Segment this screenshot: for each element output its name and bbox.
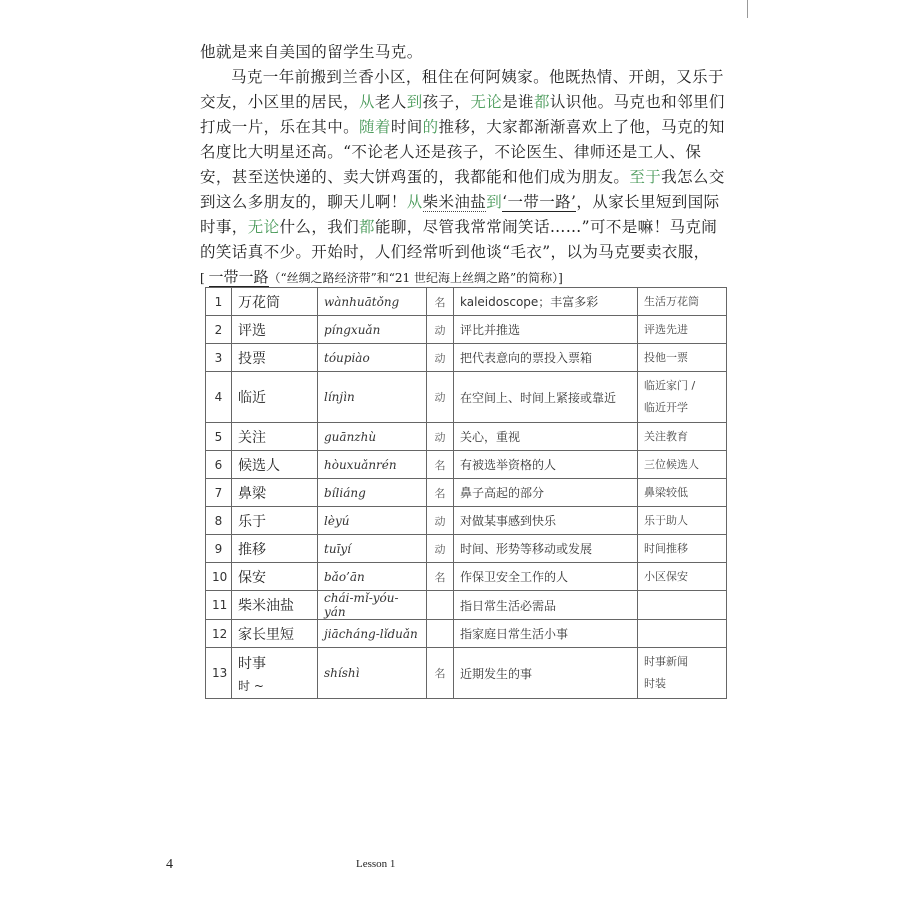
vocab-example (638, 372, 727, 423)
row-number-text: 10 (212, 569, 228, 584)
vocab-pinyin-text: bíliáng (324, 485, 366, 500)
grammar-highlight: 的 (422, 118, 439, 136)
grammar-highlight: 随着 (359, 118, 391, 136)
grammar-highlight: 无论 (247, 218, 280, 236)
vocab-part-of-speech (427, 479, 454, 507)
vocab-pinyin (318, 535, 427, 563)
vocab-part-of-speech (427, 316, 454, 344)
vocab-example (638, 535, 727, 563)
vocab-word-text: 投票 (238, 350, 266, 367)
table-row (206, 535, 727, 563)
row-number-text: 1 (214, 294, 223, 309)
table-row (206, 507, 727, 535)
vocab-pinyin (318, 423, 427, 451)
table-row (206, 479, 727, 507)
vocab-pinyin (318, 451, 427, 479)
vocab-part-of-speech-text: 动 (434, 430, 446, 444)
table-row (206, 648, 727, 699)
table-row (206, 316, 727, 344)
vocab-word (232, 535, 318, 563)
table-row (206, 591, 727, 620)
row-number (206, 479, 232, 507)
footnote: [ 一带一路（“丝绸之路经济带”和“21 世纪海上丝绸之路”的简称）] (200, 268, 563, 286)
vocab-part-of-speech-text: 动 (434, 351, 446, 365)
vocab-pinyin-text: tuīyí (324, 541, 352, 556)
vocab-definition-text: kaleidoscope；丰富多彩 (460, 295, 599, 309)
vocab-definition-text: 在空间上、时间上紧接或靠近 (460, 390, 617, 405)
vocab-definition (454, 423, 638, 451)
vocab-pinyin-text: guānzhù (324, 429, 377, 444)
table-row (206, 451, 727, 479)
text-run: 我怎么交到这么多朋友的，聊天儿啊！ (200, 168, 725, 211)
row-number (206, 451, 232, 479)
vocab-example-text: 鼻梁较低 (644, 485, 688, 499)
vocab-pinyin (318, 620, 427, 648)
vocab-example (638, 344, 727, 372)
vocab-part-of-speech (427, 423, 454, 451)
vocab-pinyin-text: tóupiào (324, 350, 370, 365)
vocab-definition (454, 451, 638, 479)
vocab-part-of-speech (427, 620, 454, 648)
text-run: ，从家长里短到国际时事， (200, 193, 720, 236)
vocab-definition-text: 把代表意向的票投入票箱 (460, 351, 593, 365)
row-number-text: 7 (214, 485, 223, 500)
vocab-pinyin-text: wànhuātǒng (324, 294, 400, 309)
vocab-word-text: 鼻梁 (238, 485, 266, 502)
vocab-definition-text: 有被选举资格的人 (460, 458, 557, 472)
text-run: 孩子， (422, 93, 471, 111)
vocab-word-variant: 时 ~ (238, 678, 264, 693)
vocab-definition (454, 648, 638, 699)
row-number-text: 12 (212, 626, 228, 641)
lesson-label: Lesson 1 (356, 858, 396, 870)
vocab-pinyin (318, 591, 427, 620)
vocab-term-dotted: 柴米油盐 (422, 193, 487, 211)
grammar-highlight: 都 (533, 93, 550, 111)
vocab-word (232, 316, 318, 344)
table-row (206, 372, 727, 423)
vocab-word-text: 保安 (238, 569, 266, 586)
text-run: 马克一年前搬到兰香小区，租住在何阿姨家。他既热情、开朗，又乐于交友，小区里的居民， (200, 68, 724, 111)
vocab-word (232, 451, 318, 479)
vocab-definition (454, 507, 638, 535)
vocab-example (638, 423, 727, 451)
table-row (206, 620, 727, 648)
text-run: 推移，大家都渐渐喜欢上了他，马克的知名度比大明星还高。“不论老人还是孩子，不论医生、律师还是工人、保安，甚至送快递的、卖大饼鸡蛋的，我都能和他们成为朋友。 (200, 118, 725, 186)
row-number (206, 372, 232, 423)
vocab-word-text: 候选人 (238, 457, 280, 474)
vocab-example-text: 乐于助人 (644, 513, 688, 527)
row-number-text: 6 (214, 457, 223, 472)
vocab-example-text: 小区保安 (644, 569, 688, 583)
vocab-example-text: 评选先进 (644, 322, 688, 336)
vocab-pinyin-text: lèyú (324, 513, 350, 528)
vocab-pinyin (318, 316, 427, 344)
grammar-highlight: 至于 (629, 168, 662, 186)
vocabulary-table-body (206, 288, 727, 699)
vocab-pinyin-text: bǎo’ān (324, 569, 365, 584)
text-run: 老人 (374, 93, 407, 111)
row-number (206, 535, 232, 563)
vocab-part-of-speech (427, 344, 454, 372)
vocab-word (232, 372, 318, 423)
vocab-pinyin-text: línjìn (324, 390, 355, 404)
vocab-part-of-speech-text: 名 (434, 486, 446, 500)
vocab-word-text: 临近 (238, 390, 266, 406)
vocab-word-text: 时事 (238, 655, 266, 672)
passage (200, 40, 730, 291)
vocab-definition (454, 288, 638, 316)
vocab-part-of-speech-text: 动 (434, 514, 446, 528)
row-number (206, 316, 232, 344)
vocab-part-of-speech (427, 372, 454, 423)
vocab-definition-text: 时间、形势等移动或发展 (460, 542, 593, 556)
vocab-pinyin (318, 563, 427, 591)
vocab-definition-text: 指日常生活必需品 (460, 598, 557, 613)
vocab-definition (454, 479, 638, 507)
vocab-pinyin-text: jiācháng-lǐduǎn (324, 626, 418, 641)
vocab-example (638, 288, 727, 316)
grammar-highlight: 从 (406, 193, 423, 211)
vocab-word (232, 423, 318, 451)
vocab-part-of-speech (427, 591, 454, 620)
grammar-highlight: 从 (359, 93, 375, 111)
row-number-text: 3 (214, 350, 223, 365)
row-number (206, 620, 232, 648)
vocab-part-of-speech-text: 动 (434, 323, 446, 337)
vocab-example (638, 479, 727, 507)
vocab-pinyin-text: píngxuǎn (324, 322, 381, 337)
passage-paragraph-2 (200, 65, 730, 265)
vocab-word-text: 万花筒 (238, 294, 280, 311)
text-run: 认识他。马克也和邻里们打成一片，乐在其中。 (200, 93, 725, 136)
vocab-pinyin (318, 288, 427, 316)
vocab-part-of-speech-text: 动 (434, 391, 446, 404)
vocab-pinyin (318, 479, 427, 507)
grammar-highlight: 到 (406, 93, 423, 111)
vocab-example (638, 507, 727, 535)
text-run: 什么，我们 (279, 218, 360, 236)
vocab-example-text: 临近家门 / (644, 379, 696, 392)
table-row (206, 423, 727, 451)
vocab-word-text: 柴米油盐 (238, 598, 294, 614)
passage-paragraph-1: 他就是来自美国的留学生马克。 (200, 43, 423, 61)
vocab-part-of-speech (427, 648, 454, 699)
row-number (206, 344, 232, 372)
vocab-pinyin-text: shíshì (324, 666, 360, 680)
vocab-example-text: 投他一票 (644, 350, 688, 364)
vocab-example (638, 563, 727, 591)
vocab-part-of-speech-text: 名 (434, 458, 446, 472)
vocab-word (232, 563, 318, 591)
vocab-definition-text: 鼻子高起的部分 (460, 486, 545, 500)
vocab-word-text: 乐于 (238, 513, 266, 530)
row-number (206, 648, 232, 699)
vocab-example-text: 生活万花筒 (644, 294, 699, 308)
text-run: 能聊，尽管我常常闹笑话……”可不是嘛！马克闹的笑话真不少。开始时，人们经常听到他谈“毛衣”，以为马克要卖衣服， (200, 218, 718, 261)
vocab-example-text: 时事新闻 (644, 655, 688, 668)
vocab-definition (454, 372, 638, 423)
vocab-definition (454, 535, 638, 563)
vocab-example-text: 三位候选人 (644, 457, 699, 471)
vocab-pinyin-text: chái-mǐ-yóu-yán (324, 591, 399, 619)
vocab-example-2: 临近开学 (644, 401, 688, 414)
vocab-pinyin (318, 507, 427, 535)
row-number-text: 8 (214, 513, 223, 528)
vocab-word-text: 关注 (238, 429, 266, 446)
vocab-pinyin-text: hòuxuǎnrén (324, 457, 397, 472)
vocab-word-text: 推移 (238, 541, 266, 558)
text-run: 时间 (390, 118, 423, 136)
vocab-part-of-speech-text: 动 (434, 542, 446, 556)
vocab-part-of-speech (427, 288, 454, 316)
vocab-example (638, 451, 727, 479)
row-number (206, 423, 232, 451)
vocab-definition-text: 关心，重视 (460, 430, 521, 444)
vocab-example-text: 时间推移 (644, 541, 688, 555)
vocab-example-2: 时装 (644, 677, 666, 690)
vocab-definition (454, 591, 638, 620)
page-number: 4 (166, 857, 173, 872)
grammar-highlight: 都 (359, 218, 375, 236)
vocab-example (638, 648, 727, 699)
text-run: 是谁 (502, 93, 534, 111)
row-number-text: 9 (214, 541, 223, 556)
vocab-part-of-speech-text: 名 (434, 295, 446, 309)
vocab-part-of-speech-text: 名 (434, 570, 446, 584)
row-number (206, 591, 232, 620)
page-edge-line (747, 0, 748, 18)
table-row (206, 563, 727, 591)
vocab-word (232, 507, 318, 535)
vocab-definition-text: 近期发生的事 (460, 666, 533, 681)
row-number (206, 288, 232, 316)
row-number-text: 13 (212, 666, 228, 680)
grammar-highlight: 无论 (470, 93, 503, 111)
vocab-definition (454, 316, 638, 344)
vocab-pinyin (318, 372, 427, 423)
footnote-text: （“丝绸之路经济带”和“21 世纪海上丝绸之路”的简称） (268, 271, 559, 285)
vocab-word (232, 591, 318, 620)
row-number-text: 4 (214, 390, 223, 404)
vocabulary-table (205, 287, 727, 699)
row-number (206, 563, 232, 591)
vocab-example (638, 316, 727, 344)
vocab-part-of-speech (427, 563, 454, 591)
vocab-word (232, 479, 318, 507)
vocab-word-text: 家长里短 (238, 626, 294, 643)
vocab-word-text: 评选 (238, 322, 266, 339)
vocab-definition (454, 620, 638, 648)
annotated-term: ‘一带一路’ (502, 193, 577, 211)
grammar-highlight: 到 (486, 193, 503, 211)
vocab-word (232, 344, 318, 372)
vocab-part-of-speech (427, 451, 454, 479)
row-number-text: 2 (214, 322, 223, 337)
table-row (206, 288, 727, 316)
row-number-text: 11 (212, 598, 228, 612)
vocab-part-of-speech (427, 535, 454, 563)
vocab-word (232, 288, 318, 316)
vocab-definition (454, 563, 638, 591)
vocab-pinyin (318, 648, 427, 699)
vocab-definition (454, 344, 638, 372)
vocab-part-of-speech-text: 名 (434, 667, 446, 680)
vocab-part-of-speech (427, 507, 454, 535)
vocab-example (638, 620, 727, 648)
vocab-definition-text: 对做某事感到快乐 (460, 514, 557, 528)
vocab-example (638, 591, 727, 620)
row-number-text: 5 (214, 429, 223, 444)
table-row (206, 344, 727, 372)
vocab-definition-text: 作保卫安全工作的人 (460, 570, 569, 584)
vocab-definition-text: 指家庭日常生活小事 (460, 627, 569, 641)
vocab-definition-text: 评比并推选 (460, 323, 521, 337)
vocab-pinyin (318, 344, 427, 372)
row-number (206, 507, 232, 535)
vocab-word (232, 648, 318, 699)
vocab-word (232, 620, 318, 648)
vocab-example-text: 关注教育 (644, 429, 688, 443)
footnote-term: 一带一路 (208, 268, 269, 286)
